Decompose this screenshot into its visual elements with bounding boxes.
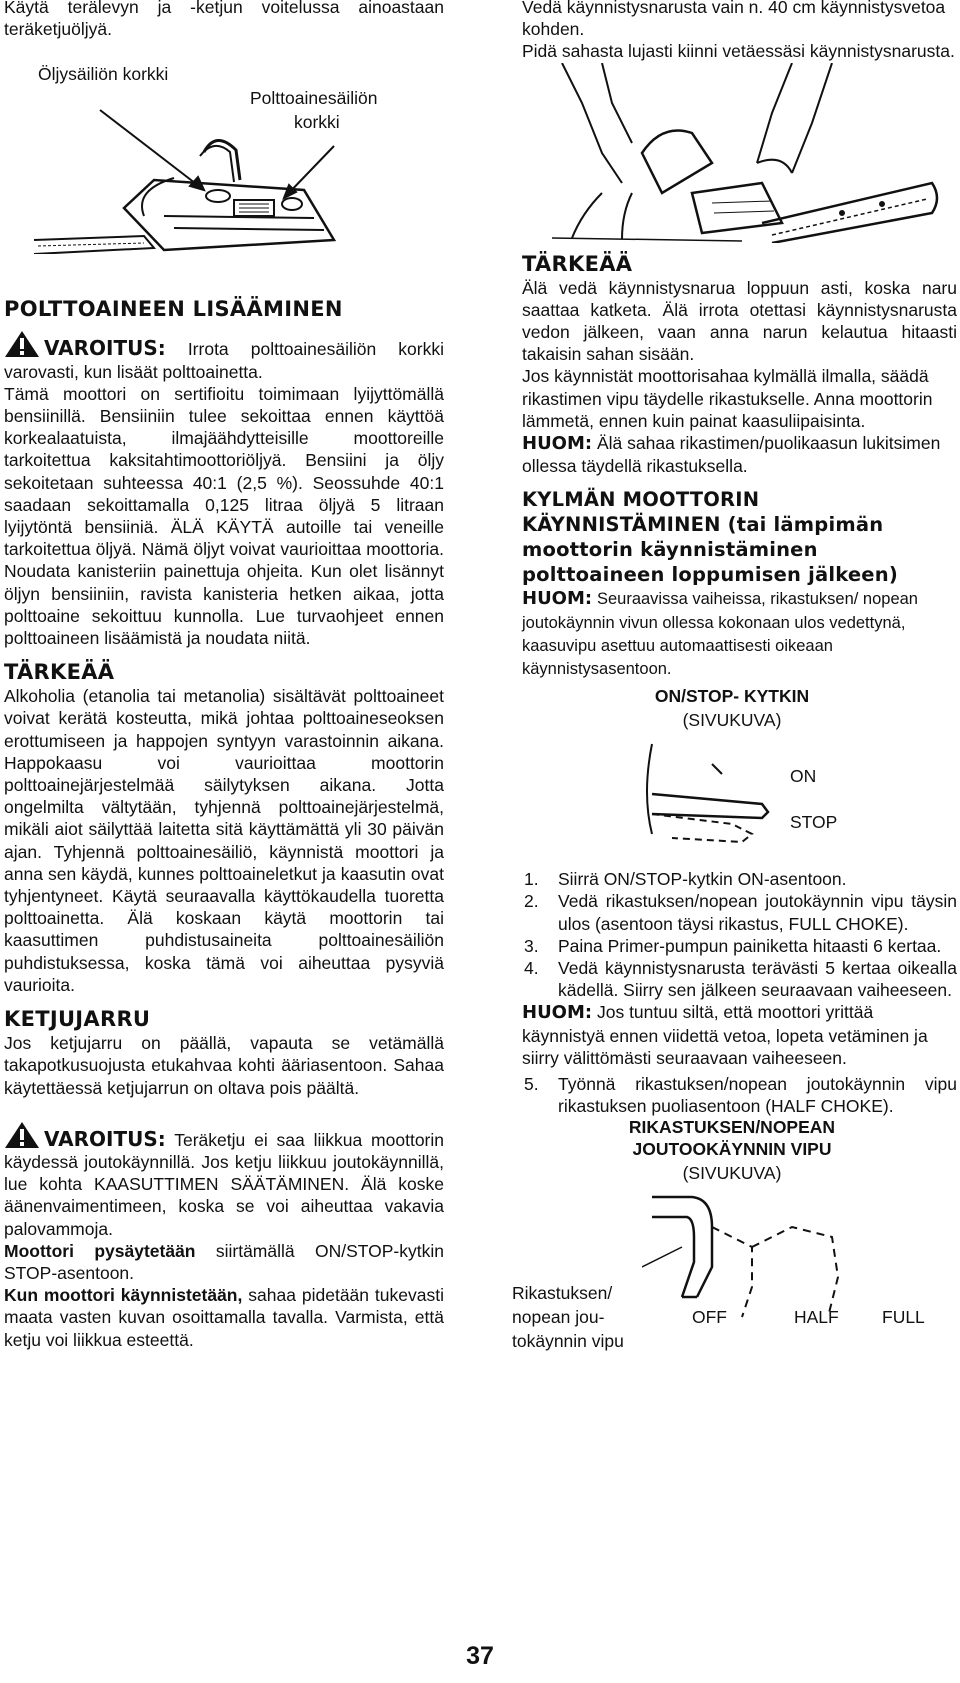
starting-saw-figure <box>522 63 957 243</box>
on-stop-switch-figure <box>522 686 957 864</box>
right-important-body-1: Älä vedä käynnistysnarua loppuun asti, koska naru saattaa katketa. Älä irrota otettasi käynnistysnarusta vedon jälkeen, vaan anna narun kelautua hitaasti takaisin sahan sisään. <box>522 277 957 365</box>
cold-start-huom <box>522 587 957 680</box>
fuel-warning-text: Irrota polttoainesäiliön korkki varovasti, kun lisäät polttoainetta. <box>4 339 444 382</box>
stop-bold: Moottori pysäytetään <box>4 1240 196 1261</box>
starting-saw-illustration <box>542 63 942 243</box>
fuel-body: Tämä moottori on sertifioitu toimimaan lyijyttömällä bensiinillä. Bensiiniin tulee sekoittaa ennen käyttöä korkealaatuista, ilmajäähdytteisille moottoreille tarkoitettua kaksitahtimoottoriöljyä. Bensiini ja öljy sekoitetaan suhteessa 40:1 (2,5 %). Seossuhde 40:1 saadaan sekoittamalla 0,125 litraa öljyä 5 litraan lyijytöntä bensiiniä. ÄLÄ KÄYTÄ autoille tai veneille tarkoitettua öljyä. Nämä öljyt voivat vaurioittaa moottoria. Noudata kanisteriin painettuja ohjeita. Kun olet lisännyt öljyn bensiiniin, ravista kanisteria hetken aikaa, jotta polttoaine sekoittuu kunnolla. Lue turvaohjeet ennen polttoaineen lisäämistä ja noudata niitä. <box>4 383 444 649</box>
cold-start-steps <box>522 868 957 1001</box>
choke-figure-title-2: JOUTOOKÄYNNIN VIPU <box>632 1139 832 1160</box>
chainbrake-warning <box>4 1121 444 1240</box>
pull-distance-text: Vedä käynnistysnarusta vain n. 40 cm käynnistysvetoa kohden. <box>522 0 946 40</box>
fuel-cap-label-line2: korkki <box>294 112 340 133</box>
intro-text: Käytä terälevyn ja -ketjun voitelussa ainoastaan teräketjuöljyä. <box>4 0 444 40</box>
important-body: Alkoholia (etanolia tai metanolia) sisältävät polttoaineet voivat kerätä kosteutta, mikä johtaa polttoaineseoksen erottumiseen ja happojen syntyyn varastoinnin aikana. Happokaasu voi vaurioittaa moottorin polttoainejärjestelmää säilytyksen aikana. Jotta ongelmilta vältytään, tyhjennä polttoainejärjestelmä, mikäli aiot säilyttää laitetta sitä käyttämättä yli 30 päivän ajan. Tyhjennä polttoainesäiliö, käynnistä moottori ja anna sen käydä, kunnes polttoaineletkut ja kaasutin ovat tyhjentyneet. Käytä seuraavalla käyttökaudella tuoretta polttoainetta. Älä koskaan käytä moottorin tai kaasuttimen puhdistusaineita polttoainesäiliön puhdistuksessa, koska tämä voi aiheuttaa pysyviä vaurioita. <box>4 686 444 995</box>
right-column <box>512 0 957 1367</box>
fuel-heading: POLTTOAINEEN LISÄÄMINEN <box>4 297 343 322</box>
step-3: 3. Paina Primer-pumpun painiketta hitaasti 6 kertaa. <box>524 935 942 956</box>
start-text: sahaa pidetään tukevasti maata vasten kuvan osoittamalla tavalla. Varmista, että ketju voi liikkua esteettä. <box>4 1285 444 1350</box>
right-important-body-2: Jos käynnistät moottorisahaa kylmällä ilmalla, säädä rikastimen vipu täydelle rikastukselle. Anna moottorin lämmetä, ennen kuin painat kaasuliipaisinta. <box>522 366 933 431</box>
stop-text: siirtämällä ON/STOP-kytkin STOP-asentoon. <box>4 1240 444 1283</box>
switch-on-label: ON <box>790 766 817 787</box>
choke-off-label: OFF <box>692 1307 727 1328</box>
right-huom-1 <box>522 432 957 477</box>
choke-full-label: FULL <box>882 1307 925 1328</box>
cold-start-huom-lead: HUOM: <box>522 588 593 610</box>
right-huom-1-lead: HUOM: <box>522 433 593 455</box>
warning-triangle-icon <box>4 330 40 358</box>
step-1: 1. Siirrä ON/STOP-kytkin ON-asentoon. <box>524 869 847 890</box>
step-5: 5. Työnnä rikastuksen/nopean joutokäynnin vipu rikastuksen puoliasentoon (HALF CHOKE). <box>524 1074 957 1117</box>
switch-stop-label: STOP <box>790 812 838 833</box>
step-2: 2. Vedä rikastuksen/nopean joutokäynnin vipu täysin ulos (asentoon täysi rikastus, FULL CHOKE). <box>524 891 957 934</box>
fuel-cap-label-line1: Polttoainesäiliön <box>250 88 378 109</box>
choke-lever-diagram <box>642 1187 902 1337</box>
fuel-cap-figure <box>4 40 444 254</box>
chainbrake-heading: KETJUJARRU <box>4 1007 151 1032</box>
choke-lever-label-3: tokäynnin vipu <box>512 1331 624 1352</box>
switch-figure-title: ON/STOP- KYTKIN <box>654 686 810 707</box>
switch-figure-subtitle: (SIVUKUVA) <box>682 710 782 731</box>
stop-instruction <box>4 1240 444 1284</box>
step-4: 4. Vedä käynnistysnarusta terävästi 5 kertaa oikealla kädellä. Siirry sen jälkeen seuraavaan vaiheeseen. <box>524 958 957 1001</box>
choke-figure-subtitle: (SIVUKUVA) <box>682 1163 782 1184</box>
left-column <box>4 0 444 1351</box>
choke-half-label: HALF <box>794 1307 839 1328</box>
cold-start-huom-text: Seuraavissa vaiheissa, rikastuksen/ nopean joutokäynnin vivun ollessa kokonaan ulos vedettynä, kaasuvipu asettuu automaattisesti oikeaan käynnistysasentoon. <box>522 590 918 679</box>
choke-lever-label-2: nopean jou- <box>512 1307 605 1328</box>
choke-lever-label-1: Rikastuksen/ <box>512 1283 613 1304</box>
start-bold: Kun moottori käynnistetään, <box>4 1285 243 1306</box>
right-huom-2 <box>522 1001 957 1069</box>
on-stop-switch-diagram <box>612 734 812 854</box>
right-important-heading: TÄRKEÄÄ <box>522 251 633 276</box>
chainbrake-warning-lead: VAROITUS: <box>44 1126 166 1151</box>
hold-saw-text: Pidä sahasta lujasti kiinni vetäessäsi käynnistysnarusta. <box>522 41 955 62</box>
chainsaw-top-illustration <box>4 40 444 254</box>
cold-start-step-5 <box>522 1073 957 1117</box>
start-instruction <box>4 1284 444 1351</box>
choke-figure-title-1: RIKASTUKSEN/NOPEAN <box>628 1117 836 1138</box>
warning-triangle-icon <box>4 1121 40 1149</box>
page-number: 37 <box>466 1642 494 1670</box>
right-huom-1-text: Älä sahaa rikastimen/puolikaasun lukitsimen ollessa täydellä rikastuksella. <box>522 433 941 477</box>
chainbrake-body: Jos ketjujarru on päällä, vapauta se vetämällä takapotkusuojusta etukahvaa kohti ääriasentoon. Sahaa käytettäessä ketjujarrun on oltava pois päältä. <box>4 1033 444 1098</box>
important-heading: TÄRKEÄÄ <box>4 660 115 685</box>
choke-lever-figure <box>512 1117 957 1367</box>
oil-cap-label: Öljysäiliön korkki <box>38 64 169 85</box>
right-huom-2-text: Jos tuntuu siltä, että moottori yrittää käynnistyä ennen viidettä vetoa, lopeta vetäminen ja siirry välittömästi seuraavaan vaiheeseen. <box>522 1002 928 1068</box>
fuel-warning <box>4 330 444 382</box>
right-huom-2-lead: HUOM: <box>522 1002 593 1024</box>
cold-start-heading: KYLMÄN MOOTTORIN KÄYNNISTÄMINEN (tai lämpimän moottorin käynnistäminen polttoaineen loppumisen jälkeen) <box>522 488 898 587</box>
chainbrake-warning-text: Teräketju ei saa liikkua moottorin käydessä joutokäynnillä. Jos ketju liikkuu joutokäynnillä, lue kohta KAASUTTIMEN SÄÄTÄMINEN. Älä koske äänenvaimentimeen, koska se voi aiheuttaa vakavia palovammoja. <box>4 1129 444 1239</box>
fuel-warning-lead: VAROITUS: <box>44 336 166 361</box>
